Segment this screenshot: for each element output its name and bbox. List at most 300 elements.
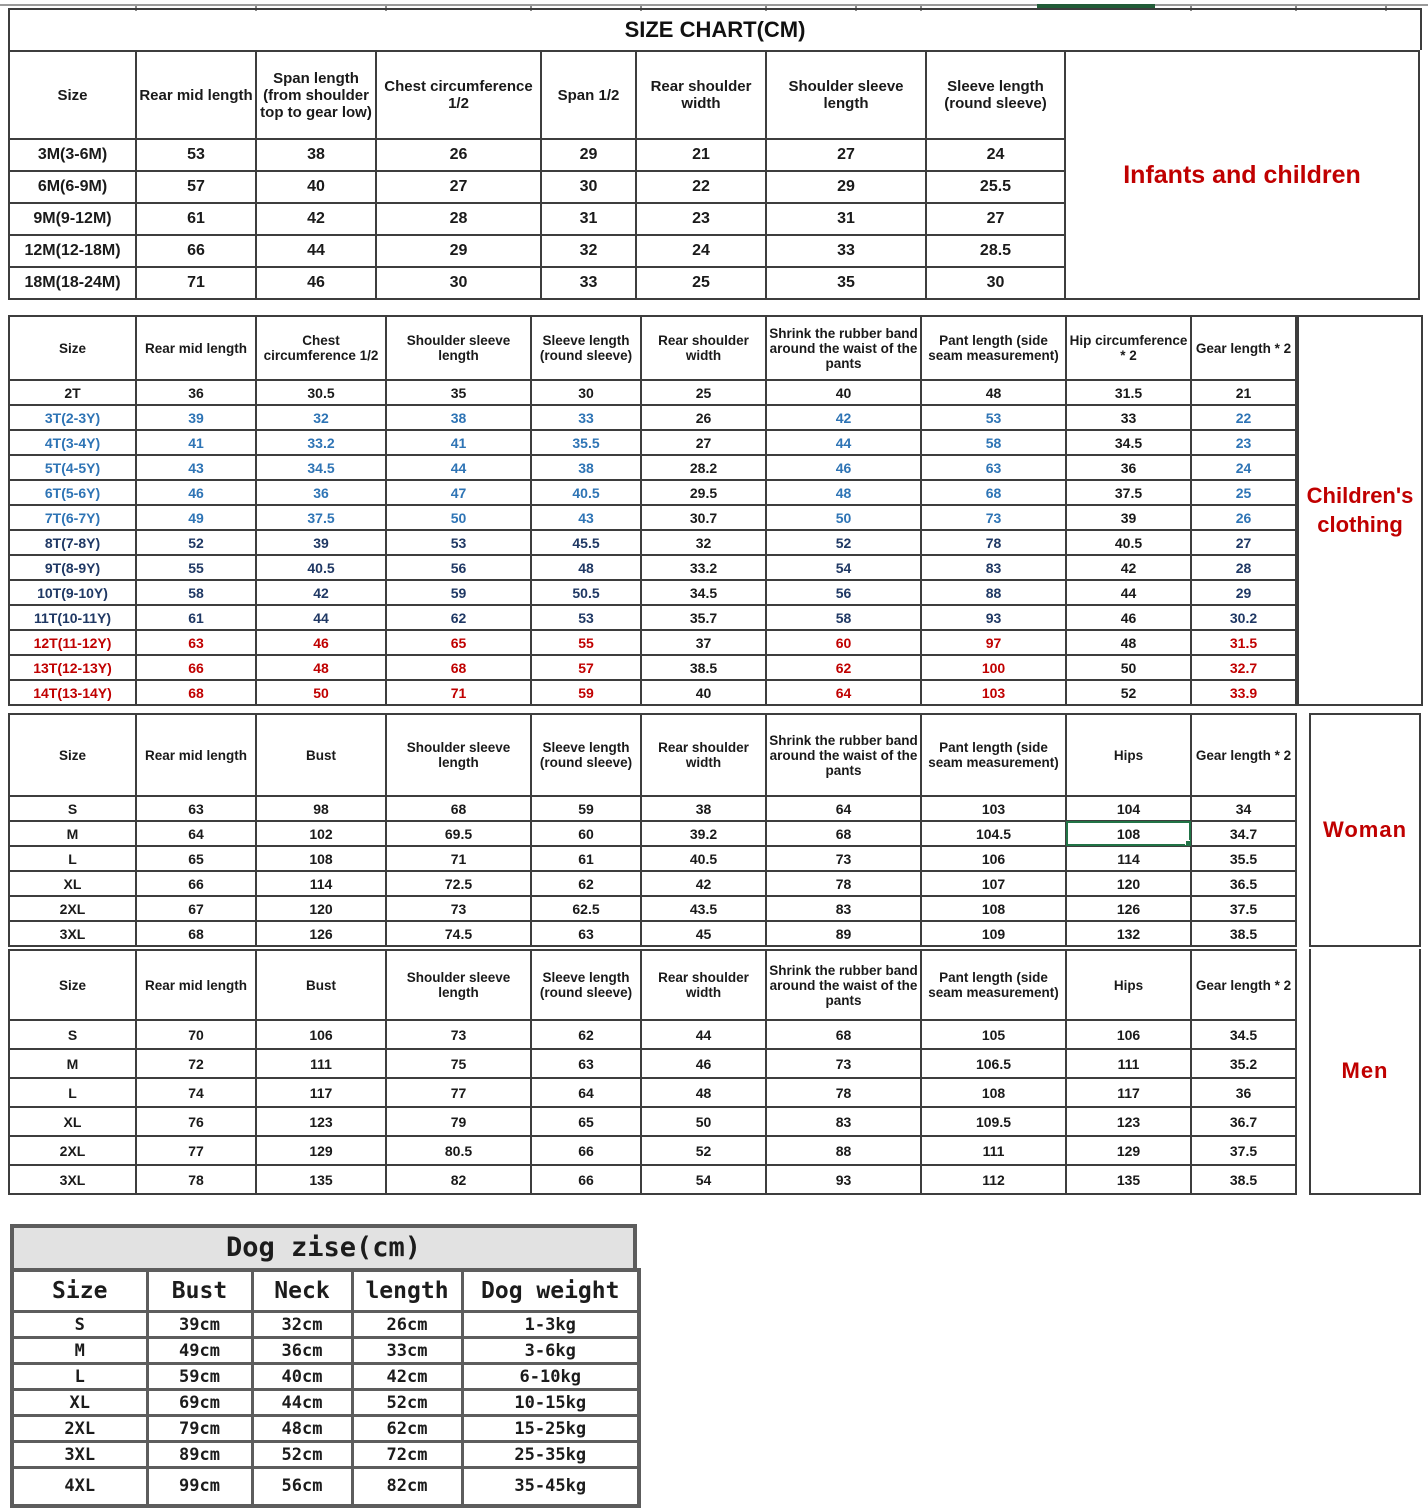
value-cell: 31.5 [1191, 630, 1296, 655]
value-cell: 44cm [252, 1390, 352, 1416]
value-cell: 66 [531, 1165, 641, 1194]
value-cell: 68 [136, 680, 256, 705]
table-row [9, 921, 1296, 946]
value-cell: 69cm [147, 1390, 252, 1416]
table-row [9, 1165, 1296, 1194]
woman-label: Woman [1309, 713, 1421, 947]
value-cell: 52 [1066, 680, 1191, 705]
value-cell: 40.5 [256, 555, 386, 580]
value-cell: 100 [921, 655, 1066, 680]
value-cell: 52 [641, 1136, 766, 1165]
column-header: Rear mid length [136, 950, 256, 1020]
value-cell: 78 [766, 871, 921, 896]
value-cell: 109.5 [921, 1107, 1066, 1136]
row-size-cell: 12M(12-18M) [9, 235, 136, 267]
table-row [9, 796, 1296, 821]
value-cell: 69.5 [386, 821, 531, 846]
value-cell: 108 [256, 846, 386, 871]
value-cell: 40 [766, 380, 921, 405]
value-cell: 24 [636, 235, 766, 267]
value-cell: 68 [386, 796, 531, 821]
value-cell: 46 [256, 267, 376, 299]
value-cell: 30 [376, 267, 541, 299]
row-size-cell: 4XL [12, 1468, 147, 1506]
value-cell: 129 [1066, 1136, 1191, 1165]
value-cell: 33.2 [256, 430, 386, 455]
value-cell: 59 [386, 580, 531, 605]
column-header: length [352, 1270, 462, 1312]
value-cell: 31 [766, 203, 926, 235]
row-size-cell: 12T(11-12Y) [9, 630, 136, 655]
row-size-cell: 2XL [9, 1136, 136, 1165]
value-cell: 106.5 [921, 1049, 1066, 1078]
value-cell: 53 [921, 405, 1066, 430]
column-header: Chest circumference 1/2 [376, 51, 541, 139]
value-cell: 29.5 [641, 480, 766, 505]
value-cell: 73 [386, 896, 531, 921]
value-cell: 104.5 [921, 821, 1066, 846]
header-row [9, 51, 1065, 139]
value-cell: 54 [766, 555, 921, 580]
value-cell: 83 [766, 896, 921, 921]
value-cell: 38.5 [1191, 1165, 1296, 1194]
value-cell: 63 [531, 921, 641, 946]
value-cell: 21 [1191, 380, 1296, 405]
value-cell: 33 [531, 405, 641, 430]
value-cell: 52 [136, 530, 256, 555]
value-cell: 109 [921, 921, 1066, 946]
value-cell: 45.5 [531, 530, 641, 555]
value-cell: 58 [921, 430, 1066, 455]
value-cell: 114 [256, 871, 386, 896]
column-header: Shoulder sleeve length [386, 714, 531, 796]
row-size-cell: 14T(13-14Y) [9, 680, 136, 705]
value-cell: 111 [921, 1136, 1066, 1165]
value-cell: 123 [1066, 1107, 1191, 1136]
value-cell: 36cm [252, 1338, 352, 1364]
value-cell: 102 [256, 821, 386, 846]
header-row [9, 316, 1296, 380]
value-cell: 53 [136, 139, 256, 171]
value-cell: 33.9 [1191, 680, 1296, 705]
size-chart-title: SIZE CHART(CM) [8, 8, 1422, 50]
value-cell: 42 [641, 871, 766, 896]
value-cell: 27 [1191, 530, 1296, 555]
value-cell: 52cm [352, 1390, 462, 1416]
value-cell: 132 [1066, 921, 1191, 946]
dog-size-title: Dog zise(cm) [10, 1224, 637, 1268]
value-cell: 27 [376, 171, 541, 203]
value-cell: 108 [921, 896, 1066, 921]
spreadsheet-grid-strip [0, 4, 1428, 6]
value-cell: 32 [541, 235, 636, 267]
value-cell: 37.5 [1066, 480, 1191, 505]
row-size-cell: 2T [9, 380, 136, 405]
column-header: Rear shoulder width [641, 950, 766, 1020]
value-cell: 107 [921, 871, 1066, 896]
value-cell: 48 [921, 380, 1066, 405]
value-cell: 72.5 [386, 871, 531, 896]
value-cell: 56 [766, 580, 921, 605]
value-cell: 38.5 [1191, 921, 1296, 946]
value-cell: 106 [256, 1020, 386, 1049]
value-cell: 75 [386, 1049, 531, 1078]
value-cell: 48 [766, 480, 921, 505]
children-label: Children's clothing [1297, 315, 1423, 706]
column-header: Size [9, 714, 136, 796]
value-cell: 62 [766, 655, 921, 680]
table-row [9, 171, 1065, 203]
table-row [9, 1136, 1296, 1165]
value-cell: 26cm [352, 1312, 462, 1338]
value-cell: 35.5 [531, 430, 641, 455]
value-cell: 123 [256, 1107, 386, 1136]
value-cell: 36 [136, 380, 256, 405]
value-cell: 34.5 [1191, 1020, 1296, 1049]
table-row [9, 680, 1296, 705]
row-size-cell: L [9, 1078, 136, 1107]
value-cell: 42 [1066, 555, 1191, 580]
table-row [9, 1078, 1296, 1107]
value-cell: 30 [531, 380, 641, 405]
row-size-cell: 5T(4-5Y) [9, 455, 136, 480]
value-cell: 50 [641, 1107, 766, 1136]
value-cell: 39.2 [641, 821, 766, 846]
value-cell: 43 [136, 455, 256, 480]
value-cell: 104 [1066, 796, 1191, 821]
value-cell: 50.5 [531, 580, 641, 605]
value-cell: 38.5 [641, 655, 766, 680]
table-row [9, 630, 1296, 655]
value-cell: 53 [386, 530, 531, 555]
woman-size-table [8, 713, 1297, 947]
value-cell: 55 [531, 630, 641, 655]
value-cell: 24 [926, 139, 1065, 171]
value-cell: 42 [256, 203, 376, 235]
column-header: Rear shoulder width [641, 316, 766, 380]
value-cell: 37.5 [256, 505, 386, 530]
value-cell: 34.5 [256, 455, 386, 480]
table-row [9, 655, 1296, 680]
value-cell: 62 [531, 871, 641, 896]
column-header: Size [12, 1270, 147, 1312]
column-header: Rear mid length [136, 51, 256, 139]
value-cell: 40 [641, 680, 766, 705]
column-header: Pant length (side seam measurement) [921, 316, 1066, 380]
value-cell: 60 [531, 821, 641, 846]
value-cell: 25 [641, 380, 766, 405]
value-cell: 28.2 [641, 455, 766, 480]
value-cell: 30 [541, 171, 636, 203]
children-section [8, 315, 1423, 706]
value-cell: 28.5 [926, 235, 1065, 267]
value-cell: 26 [376, 139, 541, 171]
value-cell: 38 [386, 405, 531, 430]
value-cell: 64 [531, 1078, 641, 1107]
value-cell: 38 [531, 455, 641, 480]
row-size-cell: 3XL [12, 1442, 147, 1468]
header-row [12, 1270, 639, 1312]
value-cell: 25.5 [926, 171, 1065, 203]
column-header: Rear mid length [136, 316, 256, 380]
value-cell: 66 [136, 655, 256, 680]
value-cell: 68 [386, 655, 531, 680]
value-cell: 27 [641, 430, 766, 455]
value-cell: 135 [256, 1165, 386, 1194]
table-row [9, 139, 1065, 171]
value-cell: 72 [136, 1049, 256, 1078]
column-header: Gear length * 2 [1191, 714, 1296, 796]
value-cell: 40.5 [641, 846, 766, 871]
table-row [9, 430, 1296, 455]
value-cell: 25-35kg [462, 1442, 639, 1468]
value-cell: 74 [136, 1078, 256, 1107]
value-cell: 73 [386, 1020, 531, 1049]
value-cell: 83 [766, 1107, 921, 1136]
value-cell: 39 [1066, 505, 1191, 530]
dog-section [10, 1224, 641, 1508]
value-cell: 80.5 [386, 1136, 531, 1165]
row-size-cell: 10T(9-10Y) [9, 580, 136, 605]
value-cell: 44 [386, 455, 531, 480]
value-cell: 56cm [252, 1468, 352, 1506]
value-cell: 64 [766, 680, 921, 705]
value-cell: 26 [641, 405, 766, 430]
table-row [9, 455, 1296, 480]
value-cell: 1-3kg [462, 1312, 639, 1338]
value-cell: 31.5 [1066, 380, 1191, 405]
table-row [9, 203, 1065, 235]
column-header: Sleeve length (round sleeve) [926, 51, 1065, 139]
value-cell: 126 [1066, 896, 1191, 921]
row-size-cell: S [9, 796, 136, 821]
column-header: Pant length (side seam measurement) [921, 714, 1066, 796]
value-cell: 57 [136, 171, 256, 203]
value-cell: 39cm [147, 1312, 252, 1338]
value-cell: 35 [766, 267, 926, 299]
value-cell: 89 [766, 921, 921, 946]
value-cell: 31 [541, 203, 636, 235]
value-cell: 32cm [252, 1312, 352, 1338]
value-cell: 34 [1191, 796, 1296, 821]
value-cell: 62 [531, 1020, 641, 1049]
column-header: Rear shoulder width [636, 51, 766, 139]
table-row [12, 1338, 639, 1364]
value-cell: 114 [1066, 846, 1191, 871]
value-cell: 40 [256, 171, 376, 203]
value-cell: 71 [386, 846, 531, 871]
column-header: Size [9, 51, 136, 139]
table-row [9, 1020, 1296, 1049]
row-size-cell: 9M(9-12M) [9, 203, 136, 235]
value-cell: 79 [386, 1107, 531, 1136]
value-cell: 3-6kg [462, 1338, 639, 1364]
value-cell: 37.5 [1191, 896, 1296, 921]
table-row [12, 1364, 639, 1390]
value-cell: 23 [636, 203, 766, 235]
value-cell: 48cm [252, 1416, 352, 1442]
value-cell: 27 [926, 203, 1065, 235]
value-cell: 24 [1191, 455, 1296, 480]
value-cell: 36 [1191, 1078, 1296, 1107]
value-cell: 111 [1066, 1049, 1191, 1078]
value-cell: 33 [766, 235, 926, 267]
value-cell: 33.2 [641, 555, 766, 580]
value-cell: 103 [921, 680, 1066, 705]
value-cell: 34.7 [1191, 821, 1296, 846]
table-row [9, 821, 1296, 846]
value-cell: 70 [136, 1020, 256, 1049]
dog-size-table [10, 1268, 641, 1508]
value-cell: 30.2 [1191, 605, 1296, 630]
column-header: Hip circumference * 2 [1066, 316, 1191, 380]
value-cell: 38 [641, 796, 766, 821]
value-cell: 108 [921, 1078, 1066, 1107]
value-cell: 60 [766, 630, 921, 655]
value-cell: 22 [636, 171, 766, 203]
value-cell: 106 [1066, 1020, 1191, 1049]
row-size-cell: M [9, 821, 136, 846]
value-cell: 22 [1191, 405, 1296, 430]
column-header: Bust [147, 1270, 252, 1312]
column-header: Span 1/2 [541, 51, 636, 139]
value-cell: 33 [1066, 405, 1191, 430]
table-row [9, 555, 1296, 580]
row-size-cell: M [12, 1338, 147, 1364]
infants-label: Infants and children [1064, 50, 1420, 300]
value-cell: 57 [531, 655, 641, 680]
value-cell: 62.5 [531, 896, 641, 921]
value-cell: 55 [136, 555, 256, 580]
value-cell: 44 [641, 1020, 766, 1049]
row-size-cell: 18M(18-24M) [9, 267, 136, 299]
value-cell: 64 [136, 821, 256, 846]
value-cell: 44 [256, 605, 386, 630]
value-cell: 43.5 [641, 896, 766, 921]
value-cell: 97 [921, 630, 1066, 655]
value-cell: 40.5 [531, 480, 641, 505]
value-cell: 68 [921, 480, 1066, 505]
table-row [9, 871, 1296, 896]
men-label: Men [1309, 949, 1421, 1195]
value-cell: 59 [531, 796, 641, 821]
column-header: Bust [256, 714, 386, 796]
value-cell: 54 [641, 1165, 766, 1194]
value-cell: 35-45kg [462, 1468, 639, 1506]
column-header: Shoulder sleeve length [386, 950, 531, 1020]
value-cell: 66 [531, 1136, 641, 1165]
column-header: Shoulder sleeve length [386, 316, 531, 380]
column-header: Sleeve length (round sleeve) [531, 714, 641, 796]
value-cell: 10-15kg [462, 1390, 639, 1416]
value-cell: 29 [376, 235, 541, 267]
value-cell: 43 [531, 505, 641, 530]
value-cell: 39 [256, 530, 386, 555]
value-cell: 42cm [352, 1364, 462, 1390]
value-cell: 120 [256, 896, 386, 921]
column-header: Gear length * 2 [1191, 950, 1296, 1020]
column-header: Shrink the rubber band around the waist of the pants [766, 316, 921, 380]
table-row [9, 380, 1296, 405]
value-cell: 44 [1066, 580, 1191, 605]
value-cell: 58 [766, 605, 921, 630]
value-cell: 73 [921, 505, 1066, 530]
value-cell: 93 [766, 1165, 921, 1194]
header-row [9, 714, 1296, 796]
column-header: Pant length (side seam measurement) [921, 950, 1066, 1020]
value-cell: 40.5 [1066, 530, 1191, 555]
value-cell: 78 [921, 530, 1066, 555]
value-cell: 63 [136, 796, 256, 821]
row-size-cell: 6M(6-9M) [9, 171, 136, 203]
value-cell: 112 [921, 1165, 1066, 1194]
table-row [9, 267, 1065, 299]
value-cell: 34.5 [1066, 430, 1191, 455]
value-cell: 63 [136, 630, 256, 655]
value-cell: 89cm [147, 1442, 252, 1468]
value-cell: 49 [136, 505, 256, 530]
value-cell: 135 [1066, 1165, 1191, 1194]
row-size-cell: S [9, 1020, 136, 1049]
value-cell: 36.5 [1191, 871, 1296, 896]
value-cell: 126 [256, 921, 386, 946]
infants-section [8, 8, 1422, 300]
value-cell: 33 [541, 267, 636, 299]
value-cell: 46 [641, 1049, 766, 1078]
value-cell: 37 [641, 630, 766, 655]
column-header: Shrink the rubber band around the waist of the pants [766, 714, 921, 796]
value-cell: 46 [766, 455, 921, 480]
table-row [9, 580, 1296, 605]
value-cell: 56 [386, 555, 531, 580]
row-size-cell: 9T(8-9Y) [9, 555, 136, 580]
value-cell: 40cm [252, 1364, 352, 1390]
value-cell: 50 [766, 505, 921, 530]
row-size-cell: 3XL [9, 921, 136, 946]
value-cell: 58 [136, 580, 256, 605]
value-cell: 82cm [352, 1468, 462, 1506]
column-header: Sleeve length (round sleeve) [531, 316, 641, 380]
value-cell: 30.5 [256, 380, 386, 405]
table-row [9, 235, 1065, 267]
value-cell: 61 [531, 846, 641, 871]
value-cell: 28 [1191, 555, 1296, 580]
value-cell: 117 [1066, 1078, 1191, 1107]
value-cell: 68 [136, 921, 256, 946]
value-cell: 52 [766, 530, 921, 555]
value-cell: 65 [136, 846, 256, 871]
value-cell: 49cm [147, 1338, 252, 1364]
value-cell: 48 [641, 1078, 766, 1107]
value-cell: 44 [256, 235, 376, 267]
column-header: Span length (from shoulder top to gear low) [256, 51, 376, 139]
column-header: Rear mid length [136, 714, 256, 796]
table-row [12, 1442, 639, 1468]
value-cell: 27 [766, 139, 926, 171]
value-cell: 77 [136, 1136, 256, 1165]
row-size-cell: L [9, 846, 136, 871]
value-cell: 82 [386, 1165, 531, 1194]
table-row [9, 505, 1296, 530]
value-cell: 129 [256, 1136, 386, 1165]
value-cell: 25 [636, 267, 766, 299]
woman-section [8, 713, 1421, 947]
column-header: Hips [1066, 714, 1191, 796]
value-cell: 33cm [352, 1338, 462, 1364]
row-size-cell: S [12, 1312, 147, 1338]
value-cell: 66 [136, 235, 256, 267]
table-row [12, 1312, 639, 1338]
